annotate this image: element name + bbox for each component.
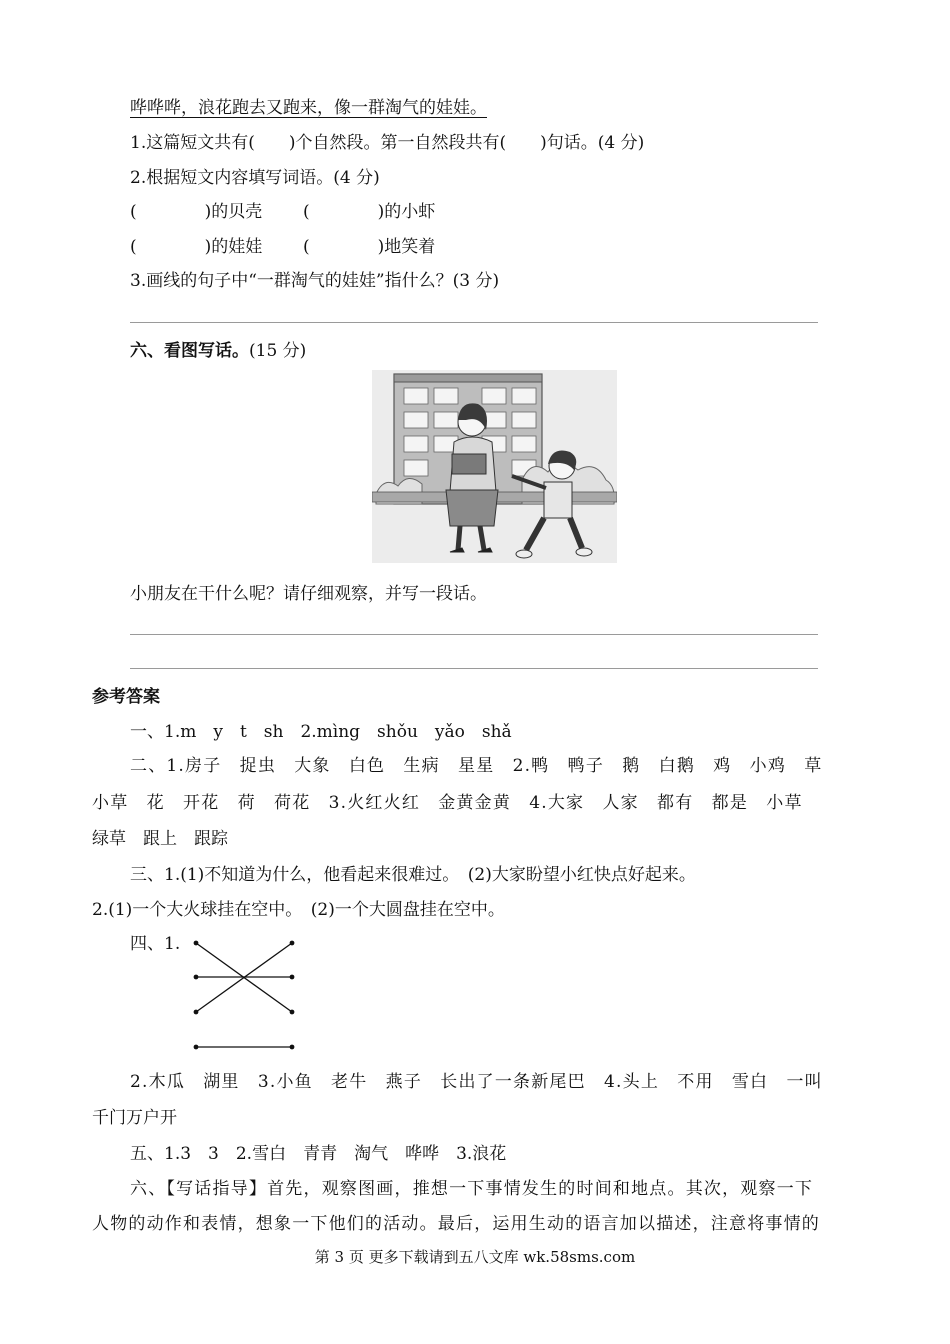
answer-2-line-2: 小草 花 开花 荷 荷花 3.火红火红 金黄金黄 4.大家 人家 都有 都是 小草 [92, 793, 803, 813]
q2-blank-shells: ( )的贝壳 [130, 202, 263, 222]
q2-blank-laughing: ( )地笑着 [303, 237, 436, 257]
question-2: 2.根据短文内容填写词语。(4 分) [130, 168, 380, 188]
answer-1: 一、1.m y t sh 2.mìng shǒu yǎo shǎ [130, 722, 512, 742]
answer-5: 五、1.3 3 2.雪白 青青 淘气 哗哗 3.浪花 [130, 1144, 507, 1164]
answer-2-line-3: 绿草 跟上 跟踪 [92, 829, 228, 849]
answer-line [130, 322, 818, 323]
answer-4-line-3: 千门万户开 [92, 1108, 177, 1128]
page-footer: 第 3 页 更多下载请到五八文库 wk.58sms.com [314, 1248, 636, 1266]
underlined-sentence: 哗哗哗，浪花跑去又跑来，像一群淘气的娃娃。 [130, 98, 487, 118]
section-6-prompt: 小朋友在干什么呢？请仔细观察，并写一段话。 [130, 584, 487, 604]
matching-diagram [188, 936, 298, 1056]
answer-2-line-1: 二、1.房子 捉虫 大象 白色 生病 星星 2.鸭 鸭子 鹅 白鹅 鸡 小鸡 草 [130, 756, 823, 776]
writing-line-1 [130, 634, 818, 635]
answer-3-line-1: 三、1.(1)不知道为什么，他看起来很难过。 (2)大家盼望小红快点好起来。 [130, 865, 696, 885]
answer-6-line-1: 六、【写话指导】首先，观察图画，推想一下事情发生的时间和地点。其次，观察一下 [130, 1179, 814, 1199]
q2-blank-shrimp: ( )的小虾 [303, 202, 436, 222]
section-6-heading [130, 340, 306, 362]
question-3: 3.画线的句子中“一群淘气的娃娃”指什么？(3 分) [130, 271, 500, 291]
section-6-score: (15 分) [249, 341, 307, 361]
answer-3-line-2: 2.(1)一个大火球挂在空中。 (2)一个大圆盘挂在空中。 [92, 900, 505, 920]
section-6-title: 六、看图写话。 [130, 341, 249, 361]
question-1: 1.这篇短文共有( )个自然段。第一自然段共有( )句话。(4 分) [130, 133, 645, 153]
answer-4-line-2: 2.木瓜 湖里 3.小鱼 老牛 燕子 长出了一条新尾巴 4.头上 不用 雪白 一叫 [130, 1072, 823, 1092]
writing-line-2 [130, 668, 818, 669]
answer-4-label: 四、1. [130, 934, 181, 954]
answer-6-line-2: 人物的动作和表情，想象一下他们的活动。最后，运用生动的语言加以描述，注意将事情的 [92, 1214, 820, 1234]
illustration-teacher-child [372, 370, 617, 563]
answers-heading: 参考答案 [92, 687, 160, 707]
q2-blank-kids: ( )的娃娃 [130, 237, 263, 257]
